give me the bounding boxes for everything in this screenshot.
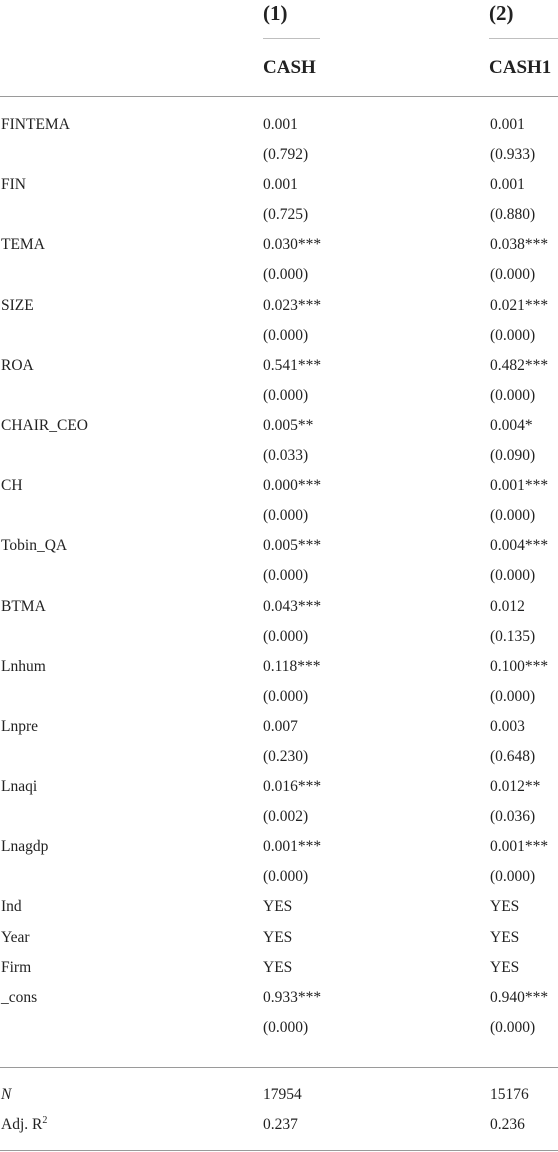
column-number-1: (1) [263,1,288,25]
row-value-1: (0.000) [263,386,309,404]
row-value-1: 0.043*** [263,597,322,615]
table-row [0,1013,558,1043]
table-row [0,592,558,622]
row-label: Lnagdp [1,838,49,856]
row-value-2: (0.000) [490,567,536,585]
row-value-2: 0.001 [490,176,525,194]
row-value-1: 0.000*** [263,477,322,495]
column-header-rule-1 [263,38,320,39]
row-value-1: 0.005** [263,416,314,434]
table-row [0,832,558,862]
table-row [0,501,558,531]
row-value-2: 0.003 [490,717,525,735]
table-row [0,983,558,1013]
row-label: BTMA [1,597,46,615]
table-row [0,652,558,682]
row-value-2: 0.012 [490,597,525,615]
row-value-1: (0.792) [263,146,309,164]
table-row [0,110,558,140]
row-value-2: 0.001 [490,116,525,133]
row-label: ROA [1,356,34,374]
table-row [0,772,558,802]
row-label: SIZE [1,296,34,314]
row-value-2: (0.135) [490,627,536,645]
row-value-1: 0.005*** [263,537,322,555]
table-row [0,351,558,381]
row-value-1: 0.118*** [263,657,321,675]
row-value-1: 0.023*** [263,296,322,314]
row-value-2: 0.004*** [490,537,549,555]
row-value-2: 0.482*** [490,356,549,374]
row-value-2: 0.021*** [490,296,549,314]
row-value-2: YES [490,928,520,946]
row-value-1: (0.000) [263,1018,309,1036]
row-value-2: (0.000) [490,507,536,525]
row-value-1: 0.541*** [263,356,322,374]
row-label: Firm [1,958,32,976]
row-label: Lnhum [1,657,46,675]
table-row [0,862,558,892]
row-value-1: (0.000) [263,266,309,284]
row-value-1: YES [263,928,293,946]
row-value-2: 0.012** [490,778,541,796]
table-row [0,140,558,170]
table-row [0,923,558,953]
table-body [0,110,558,1043]
row-value-1: (0.002) [263,808,309,826]
table-row [0,411,558,441]
row-value-2: (0.000) [490,326,536,344]
row-value-1: 0.030*** [263,236,322,254]
table-row [0,441,558,471]
stats-value-2: 0.236 [490,1116,525,1133]
table-bottom-rule [0,1150,558,1151]
row-value-2: 0.004* [490,416,533,434]
row-value-2: (0.648) [490,747,536,765]
table-row [0,892,558,922]
table-row [0,170,558,200]
stats-label: Adj. $R^2$ [1,1114,48,1133]
row-value-2: YES [490,958,520,976]
row-value-1: (0.230) [263,747,309,765]
row-value-1: (0.000) [263,507,309,525]
column-header-rule-2 [489,38,558,39]
row-label: Lnpre [1,717,39,735]
table-row [0,802,558,832]
row-value-1: (0.000) [263,627,309,645]
stats-top-rule [0,1067,558,1068]
row-value-2: (0.880) [490,206,536,224]
row-value-2: 0.100*** [490,657,549,675]
row-label: FINTEMA [1,116,70,133]
table-row [0,531,558,561]
table-row [0,622,558,652]
row-value-1: (0.000) [263,567,309,585]
row-value-1: (0.000) [263,326,309,344]
table-row [0,230,558,260]
row-value-2: (0.000) [490,868,536,886]
table-row [0,712,558,742]
stats-value-1: 17954 [263,1086,302,1103]
row-label: FIN [1,176,26,194]
row-label: Year [1,928,30,946]
row-value-2: 0.001*** [490,477,549,495]
table-row [0,260,558,290]
row-value-2: (0.000) [490,386,536,404]
table-row [0,561,558,591]
column-name-2: CASH1 [489,57,552,78]
table-row [0,682,558,712]
row-value-1: (0.033) [263,447,309,465]
row-value-1: 0.016*** [263,778,322,796]
row-value-2: (0.000) [490,266,536,284]
stats-row-adj-r2 [0,1110,558,1140]
row-label: _cons [1,988,38,1006]
row-value-2: (0.933) [490,146,536,164]
row-label: Lnaqi [1,778,38,796]
row-value-1: (0.000) [263,687,309,705]
table-row [0,953,558,983]
row-value-2: (0.090) [490,447,536,465]
row-value-1: 0.001 [263,116,298,133]
row-value-2: (0.000) [490,1018,536,1036]
row-value-1: (0.725) [263,206,309,224]
table-row [0,742,558,772]
row-value-1: (0.000) [263,868,309,886]
row-value-1: YES [263,898,293,916]
table-stats [0,1080,558,1140]
row-value-1: 0.001*** [263,838,322,856]
row-label: TEMA [1,236,45,254]
table-row [0,381,558,411]
row-value-1: 0.933*** [263,988,322,1006]
column-number-2: (2) [489,1,514,25]
row-value-1: 0.007 [263,717,298,735]
column-name-1: CASH [263,57,316,78]
table-row [0,200,558,230]
row-label: Ind [1,898,22,916]
stats-value-2: 15176 [490,1086,529,1103]
header-bottom-rule [0,96,558,97]
table-row [0,291,558,321]
row-value-1: 0.001 [263,176,298,194]
row-value-2: 0.038*** [490,236,549,254]
table-row [0,321,558,351]
row-value-2: 0.940*** [490,988,549,1006]
row-value-2: YES [490,898,520,916]
row-value-2: (0.036) [490,808,536,826]
stats-value-1: 0.237 [263,1116,298,1133]
row-label: Tobin_QA [1,537,68,555]
stats-row-n [0,1080,558,1110]
row-value-2: (0.000) [490,687,536,705]
stats-label: N [1,1086,12,1103]
row-value-2: 0.001*** [490,838,549,856]
row-label: CH [1,477,23,495]
row-label: CHAIR_CEO [1,416,88,434]
table-row [0,471,558,501]
row-value-1: YES [263,958,293,976]
